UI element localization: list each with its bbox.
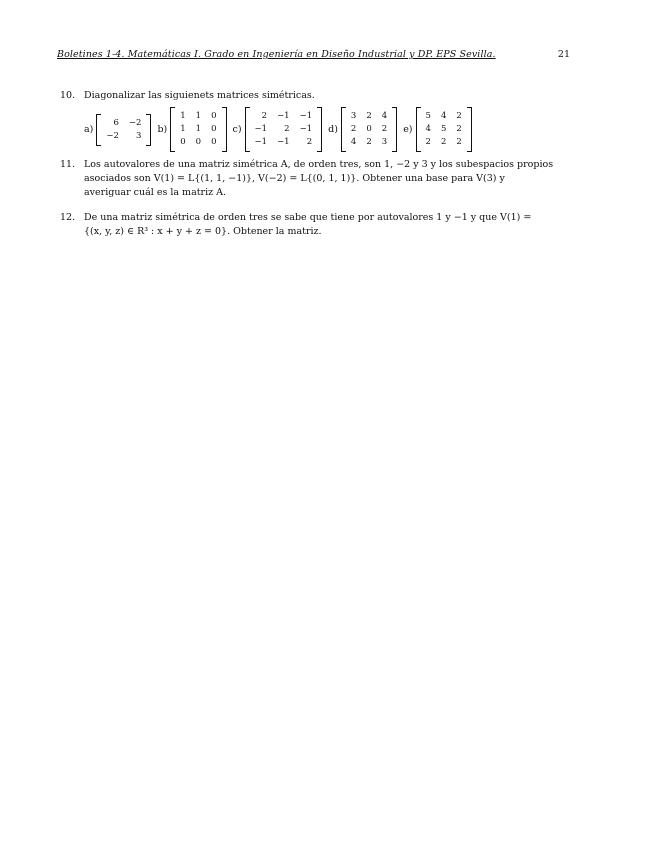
right-bracket	[146, 114, 151, 146]
matrix-entry: 4	[381, 111, 388, 121]
problem-number: 11.	[60, 159, 76, 170]
matrix-entry: −1	[254, 124, 268, 134]
page-header	[57, 49, 570, 60]
header-title: Boletines 1-4. Matemáticas I. Grado en Ingeniería en Diseño Industrial y DP. EPS Sevilla.	[57, 49, 496, 60]
matrix-entry: 2	[456, 111, 462, 121]
right-bracket	[392, 107, 397, 152]
matrix	[170, 107, 226, 152]
matrix-entry: 2	[366, 111, 372, 121]
problem-number: 10.	[60, 90, 76, 101]
problem-11	[60, 158, 570, 200]
matrix-entry: 2	[456, 124, 462, 134]
right-bracket	[222, 107, 227, 152]
matrix-entry: 0	[211, 124, 217, 134]
matrix-entry: 1	[195, 124, 202, 134]
matrix-entry: −1	[277, 137, 290, 147]
problem-line: asociados son V(1) = L{(1, 1, −1)}, V(−2) = L{(0, 1, 1)}. Obtener una base para V(3) y	[84, 173, 505, 184]
matrix-entry: 1	[180, 124, 186, 134]
matrix-list	[84, 107, 570, 152]
matrix-label: d)	[328, 123, 338, 135]
matrix	[341, 107, 397, 152]
matrix-entry: 4	[425, 124, 431, 134]
problem-line: Los autovalores de una matriz simétrica A, de orden tres, son 1, −2 y 3 y los subespacios propios	[84, 159, 554, 170]
right-bracket	[467, 107, 472, 152]
matrix-entry: 2	[306, 137, 313, 147]
matrix-entry: 2	[456, 137, 462, 147]
problem-line: averiguar cuál es la matriz A.	[84, 187, 227, 198]
matrix-label: b)	[157, 123, 168, 135]
matrix	[96, 114, 151, 146]
matrix-entry: −2	[128, 117, 142, 128]
matrix-entry: −1	[277, 111, 290, 121]
matrix-entry: −1	[254, 137, 268, 147]
matrix-entry: 3	[350, 111, 357, 121]
problem-line: {(x, y, z) ∈ R³ : x + y + z = 0}. Obtener la matriz.	[84, 226, 322, 237]
problem-number: 12.	[60, 212, 76, 223]
matrix-entry: 4	[350, 137, 357, 147]
problem-text: Diagonalizar las siguienets matrices simétricas.	[84, 90, 315, 101]
matrix-entry: 0	[366, 124, 372, 134]
matrix-entry: 2	[350, 124, 357, 134]
problem-12	[60, 211, 570, 239]
matrix-entry: 2	[425, 137, 431, 147]
matrix-label: e)	[403, 123, 413, 135]
matrix-entry: 2	[261, 111, 268, 121]
matrix-entry: 0	[211, 111, 217, 121]
matrix-entry: 2	[381, 124, 388, 134]
matrix-entry: 5	[440, 124, 447, 134]
matrix-entry: 5	[425, 111, 431, 121]
matrix-entry: −1	[299, 124, 313, 134]
matrix-entry: −1	[299, 111, 313, 121]
matrix-entry: 0	[195, 137, 202, 147]
matrix-entry: 2	[284, 124, 290, 134]
matrix-entry: 0	[180, 137, 186, 147]
matrix-entry: 0	[211, 137, 217, 147]
matrix-entry: 2	[366, 137, 372, 147]
matrix-entry: 6	[113, 117, 119, 128]
matrix-entry: 1	[195, 111, 202, 121]
problem-line: De una matriz simétrica de orden tres se sabe que tiene por autovalores 1 y −1 y que V(1) =	[84, 212, 532, 223]
problem-10	[60, 89, 570, 152]
matrix-entry: 3	[381, 137, 388, 147]
matrix-entry: −2	[106, 130, 119, 141]
matrix-label: a)	[84, 123, 94, 135]
matrix-label: c)	[232, 123, 242, 135]
matrix-entry: 2	[440, 137, 447, 147]
right-bracket	[317, 107, 322, 152]
page-number: 21	[557, 49, 570, 60]
matrix-entry: 4	[440, 111, 447, 121]
matrix	[245, 107, 323, 152]
matrix-entry: 3	[136, 130, 142, 141]
matrix	[416, 107, 472, 152]
matrix-entry: 1	[180, 111, 186, 121]
